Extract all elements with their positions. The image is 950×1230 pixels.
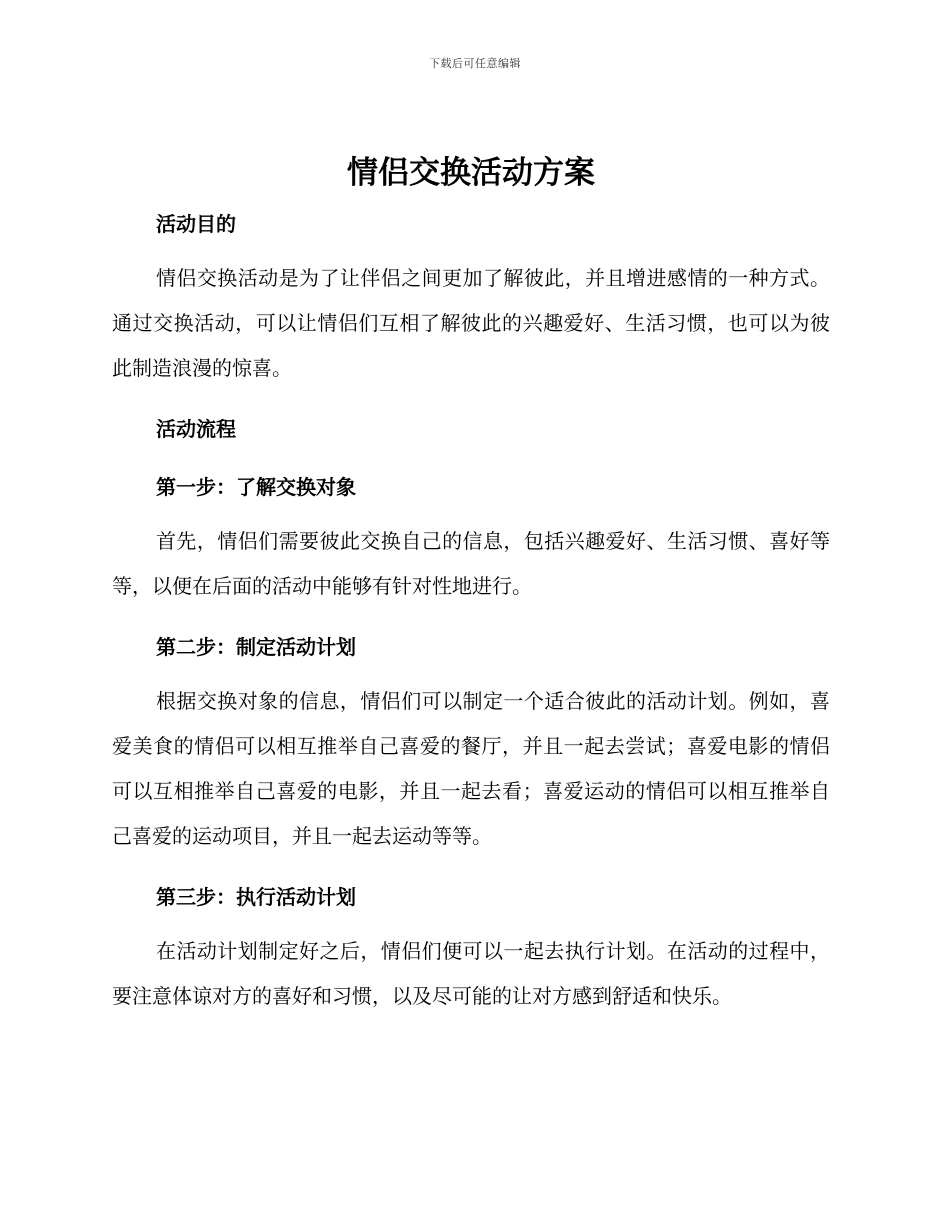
section-heading-step-3: 第三步：执行活动计划 — [156, 885, 356, 909]
section-heading-step-1: 第一步：了解交换对象 — [156, 475, 356, 499]
page-header-note: 下载后可任意编辑 — [429, 57, 521, 70]
section-heading-step-2: 第二步：制定活动计划 — [156, 635, 356, 659]
section-heading-process: 活动流程 — [156, 417, 236, 441]
document-body — [112, 148, 830, 1022]
section-paragraph-step-1: 首先，情侣们需要彼此交换自己的信息，包括兴趣爱好、生活习惯、喜好等等，以便在后面的活动中能够有针对性地进行。 — [112, 529, 830, 598]
section-paragraph-step-2: 根据交换对象的信息，情侣们可以制定一个适合彼此的活动计划。例如，喜爱美食的情侣可以相互推举自己喜爱的餐厅，并且一起去尝试；喜爱电影的情侣可以互相推举自己喜爱的电影，并且一起去看；喜爱运动的情侣可以相互推举自己喜爱的运动项目，并且一起去运动等等。 — [112, 689, 830, 848]
section-paragraph-step-3: 在活动计划制定好之后，情侣们便可以一起去执行计划。在活动的过程中，要注意体谅对方的喜好和习惯，以及尽可能的让对方感到舒适和快乐。 — [112, 939, 830, 1008]
section-paragraph-purpose: 情侣交换活动是为了让伴侣之间更加了解彼此，并且增进感情的一种方式。通过交换活动，可以让情侣们互相了解彼此的兴趣爱好、生活习惯，也可以为彼此制造浪漫的惊喜。 — [112, 266, 830, 380]
section-heading-purpose: 活动目的 — [156, 212, 236, 236]
document-title: 情侣交换活动方案 — [347, 155, 595, 191]
